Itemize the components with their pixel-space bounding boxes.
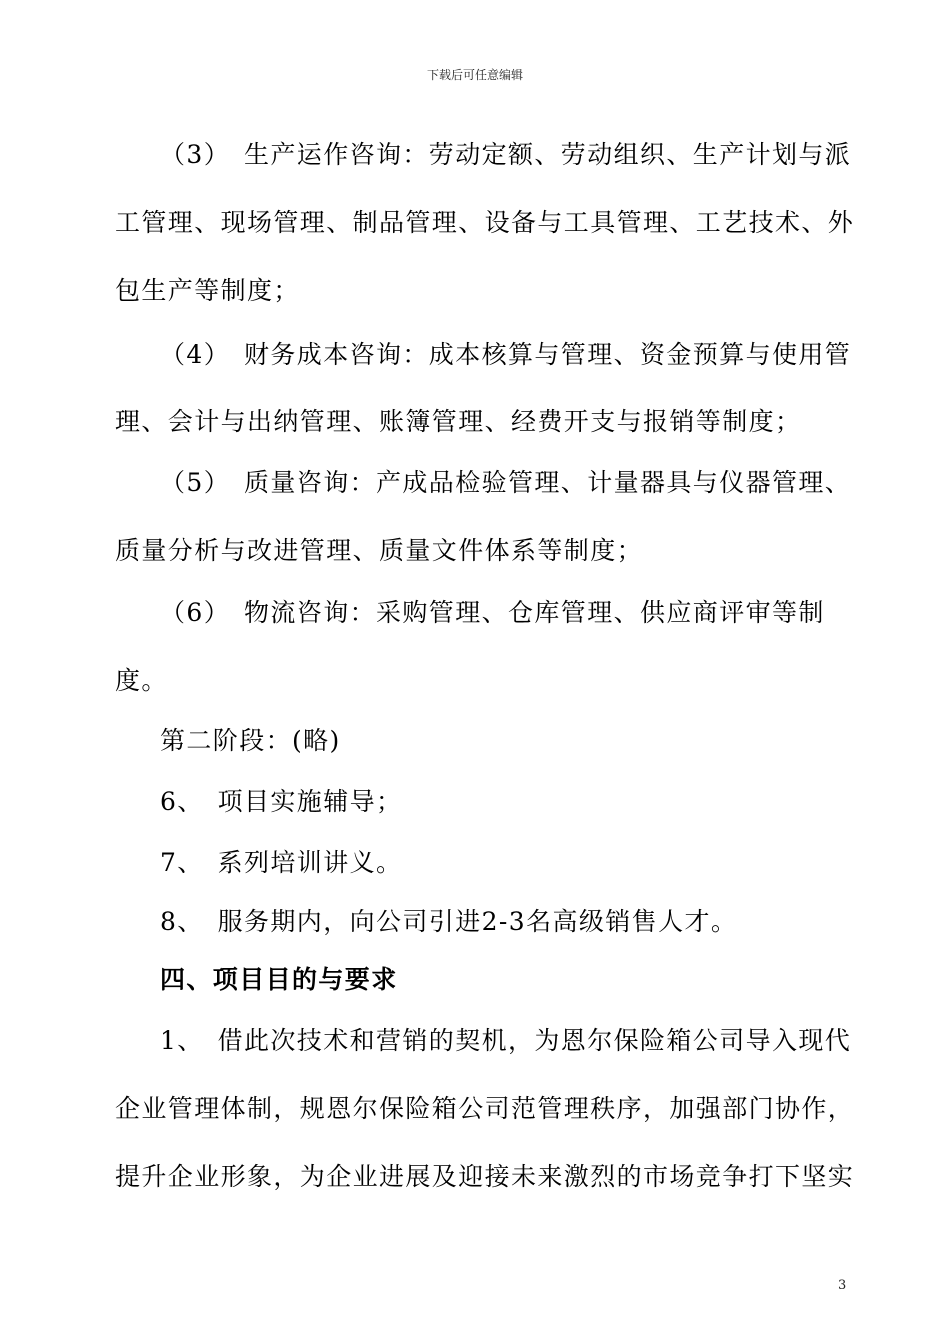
text-line-consult-5-cont: 质量分析与改进管理、质量文件体系等制度； — [115, 536, 644, 565]
text-line-consult-6: （6） 物流咨询：采购管理、仓库管理、供应商评审等制 — [160, 598, 825, 627]
text-line-consult-4-cont: 理、会计与出纳管理、账簿管理、经费开支与报销等制度； — [115, 407, 802, 436]
text-line-consult-4: （4） 财务成本咨询：成本核算与管理、资金预算与使用管 — [160, 340, 852, 369]
text-line-consult-5: （5） 质量咨询：产成品检验管理、计量器具与仪器管理、 — [160, 468, 852, 497]
section-heading: 四、项目目的与要求 — [160, 965, 398, 994]
text-line-goal-1: 1、 借此次技术和营销的契机，为恩尔保险箱公司导入现代 — [160, 1026, 852, 1055]
list-item-7: 7、 系列培训讲义。 — [160, 848, 403, 877]
text-line-consult-3-end: 包生产等制度； — [115, 276, 300, 305]
text-line-consult-3: （3） 生产运作咨询：劳动定额、劳动组织、生产计划与派 — [160, 140, 852, 169]
page-header: 下载后可任意编辑 — [426, 68, 523, 82]
text-line-goal-1-cont: 企业管理体制，规恩尔保险箱公司范管理秩序，加强部门协作， — [115, 1094, 855, 1123]
text-line-goal-1-cont-2: 提升企业形象，为企业进展及迎接未来激烈的市场竞争打下坚实 — [115, 1162, 855, 1191]
page-number: 3 — [838, 1278, 847, 1293]
text-line-stage-two: 第二阶段：(略) — [160, 726, 341, 755]
list-item-6: 6、 项目实施辅导； — [160, 787, 403, 816]
text-line-consult-3-cont: 工管理、现场管理、制品管理、设备与工具管理、工艺技术、外 — [115, 208, 855, 237]
text-line-consult-6-end: 度。 — [115, 666, 168, 695]
list-item-8: 8、 服务期内，向公司引进2-3名高级销售人才。 — [160, 907, 738, 936]
